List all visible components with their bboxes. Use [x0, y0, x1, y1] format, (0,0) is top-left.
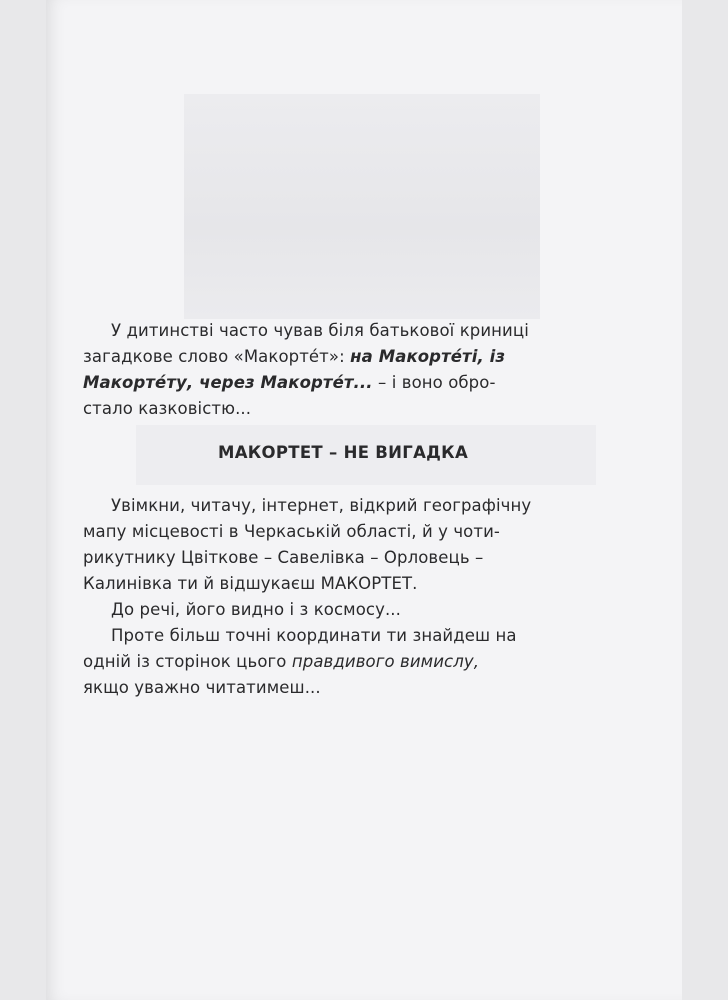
body-p3-line-2: одній із сторінок цього правдивого вимислу,: [83, 652, 480, 671]
body-p3-line-3: якщо уважно читатимеш...: [83, 678, 321, 697]
intro-line-1: У дитинстві часто чував біля батькової криниці: [111, 321, 529, 340]
body-p1-line-4: Калинівка ти й відшукаєш МАКОРТЕТ.: [83, 574, 418, 593]
intro-line-2: загадкове слово «Макорте́т»: на Макорте́ті, із: [83, 347, 506, 366]
intro-emphasis-2: Макорте́ту, через Макорте́т...: [83, 373, 373, 392]
intro-paragraph: [83, 318, 603, 422]
body-p1-line-3: рикутнику Цвіткове – Савелівка – Орловець –: [83, 548, 484, 567]
bleed-through-photo: [184, 94, 540, 319]
intro-line-3: Макорте́ту, через Макорте́т... – і воно обро-: [83, 373, 496, 392]
intro-emphasis-1: на Макорте́ті, із: [350, 347, 506, 366]
body-p1-line-1: Увімкни, читачу, інтернет, відкрий географічну: [111, 496, 532, 515]
body-p3-line-1: Проте більш точні координати ти знайдеш на: [111, 626, 517, 645]
body-emphasis: правдивого вимислу,: [291, 652, 480, 671]
body-p2: До речі, його видно і з космосу...: [111, 600, 401, 619]
section-heading: МАКОРТЕТ – НЕ ВИГАДКА: [217, 443, 469, 462]
body-text: [83, 493, 603, 701]
intro-line-4: стало казковістю...: [83, 399, 252, 418]
body-p1-line-2: мапу місцевості в Черкаській області, й у чоти-: [83, 522, 500, 541]
